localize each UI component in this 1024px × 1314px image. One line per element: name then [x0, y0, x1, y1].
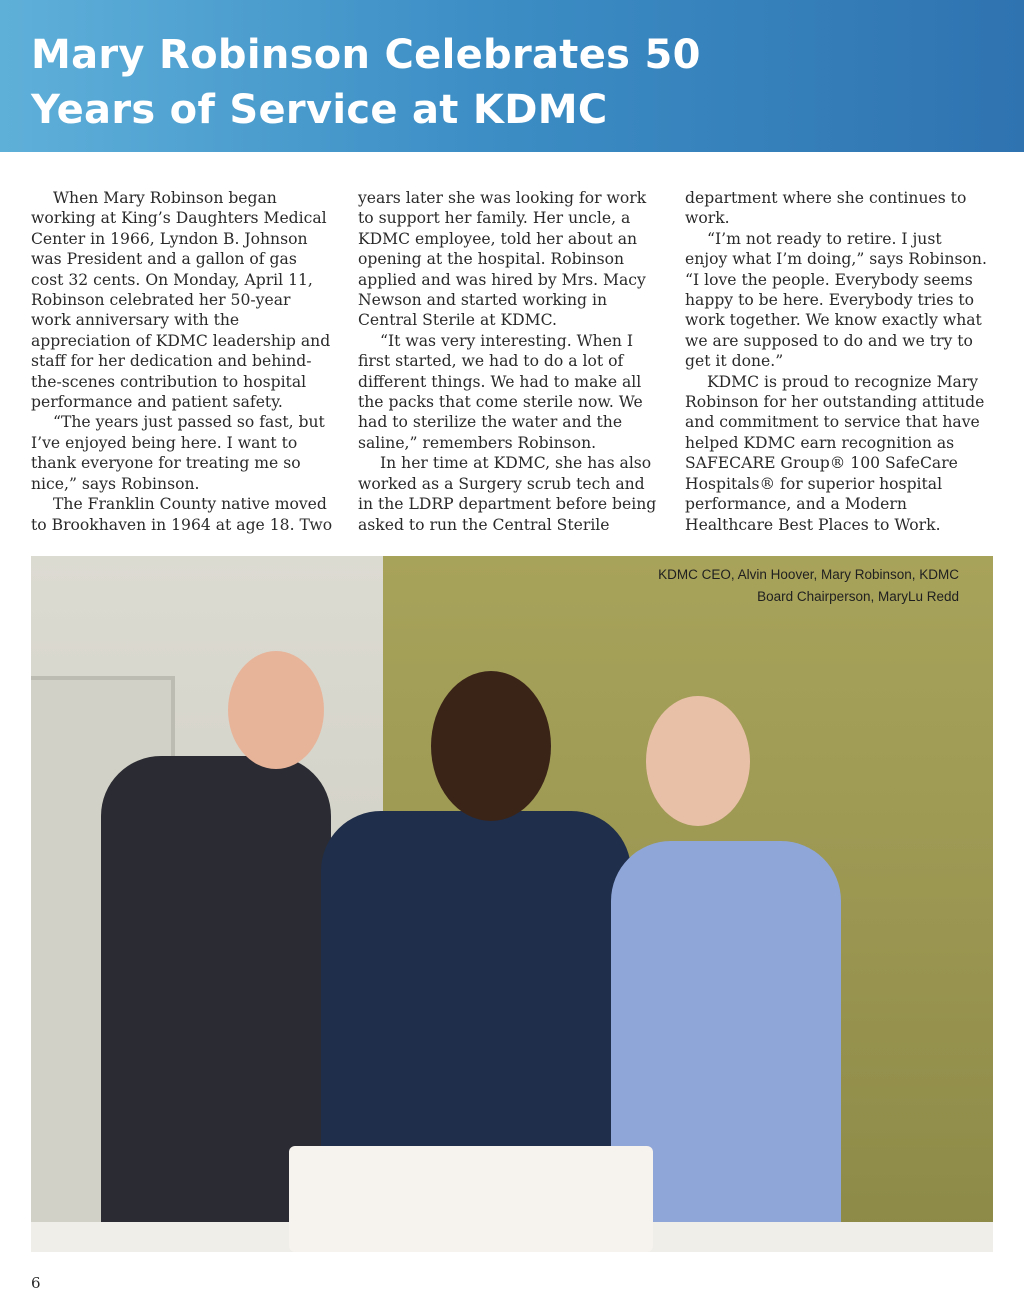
person-head	[646, 696, 750, 826]
page-number: 6	[31, 1274, 41, 1292]
article-paragraph: “I’m not ready to retire. I just enjoy what I’m doing,” says Robinson. “I love the people. Everybody seems happy to be here. Everybody tries to work together. We know exactly what we are supposed to do and we try to get it done.”	[685, 229, 987, 371]
person-head	[228, 651, 324, 769]
title-line-1: Mary Robinson Celebrates 50	[31, 32, 701, 78]
article-paragraph: “It was very interesting. When I first started, we had to do a lot of different things. We had to make all the packs that come sterile now. We had to sterilize the water and the saline,” remembers Robinson.	[358, 331, 643, 452]
article-paragraph: years later she was looking for work to support her family. Her uncle, a KDMC employee, told her about an opening at the hospital. Robinson applied and was hired by Mrs. Macy Newson and started working in Central Sterile at KDMC.	[358, 189, 647, 330]
article-paragraph: When Mary Robinson began working at King’s Daughters Medical Center in 1966, Lyndon B. Johnson was President and a gallon of gas cost 32 cents. On Monday, April 11, Robinson celebrated her 50-year work anniversary with the appreciation of KDMC leadership and staff for her dedication and behind-the-scenes contribution to hospital performance and patient safety.	[31, 189, 331, 412]
event-photo	[31, 556, 993, 1252]
article-paragraph: The Franklin County native moved to Brookhaven in 1964 at age 18. Two	[31, 495, 333, 534]
celebration-cake	[289, 1146, 653, 1252]
caption-line-1: KDMC CEO, Alvin Hoover, Mary Robinson, KDMC	[658, 567, 959, 582]
page-title	[31, 28, 701, 138]
photo-caption	[658, 564, 959, 608]
person-head	[431, 671, 551, 821]
article-column-1	[31, 188, 333, 535]
article-paragraph: KDMC is proud to recognize Mary Robinson for her outstanding attitude and commitment to service that have helped KDMC earn recognition as SAFECARE Group® 100 SafeCare Hospitals® for superior hospital performance, and a Modern Healthcare Best Places to Work.	[685, 372, 985, 534]
title-line-2: Years of Service at KDMC	[31, 87, 608, 133]
title-banner	[0, 0, 1024, 152]
article-paragraph: In her time at KDMC, she has also worked as a Surgery scrub tech and in the LDRP department before being asked to run the Central Sterile	[358, 454, 657, 534]
article-paragraph: “The years just passed so fast, but I’ve enjoyed being here. I want to thank everyone for treating me so nice,” says Robinson.	[31, 413, 325, 493]
article-column-3	[685, 188, 987, 535]
article-column-2	[358, 188, 660, 535]
caption-line-2: Board Chairperson, MaryLu Redd	[757, 589, 959, 604]
article-paragraph: department where she continues to work.	[685, 189, 967, 228]
